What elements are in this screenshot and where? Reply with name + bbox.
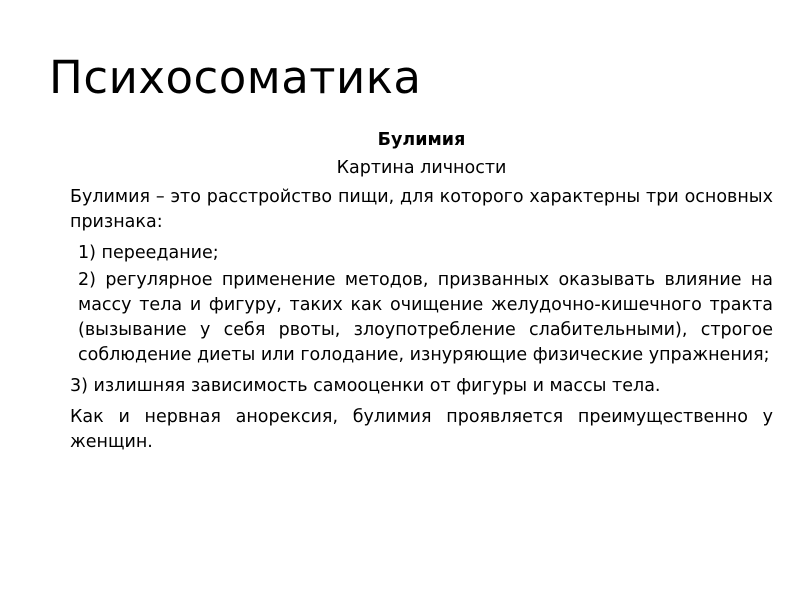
definition-paragraph: Булимия – это расстройство пищи, для которого характерны три основных признака: [70,187,773,232]
sign-3-paragraph: 3) излишняя зависимость самооценки от фигуры и массы тела. [70,376,661,396]
slide-title: Психосоматика [49,51,422,104]
slide-subtitle: Булимия [377,130,466,150]
sign-1-paragraph: 1) переедание; [78,243,219,263]
slide-content [70,128,773,461]
section-heading: Картина личности [336,158,507,178]
sign-2-paragraph: 2) регулярное применение методов, призванных оказывать влияние на массу тела и фигуру, таких как очищение желудочно-кишечного тракта (вызывание у себя рвоты, злоупотребление слабительными), строгое соблюдение диеты или голодание, изнуряющие физические упражнения; [78,270,773,365]
conclusion-paragraph: Как и нервная анорексия, булимия проявляется преимущественно у женщин. [70,407,773,452]
